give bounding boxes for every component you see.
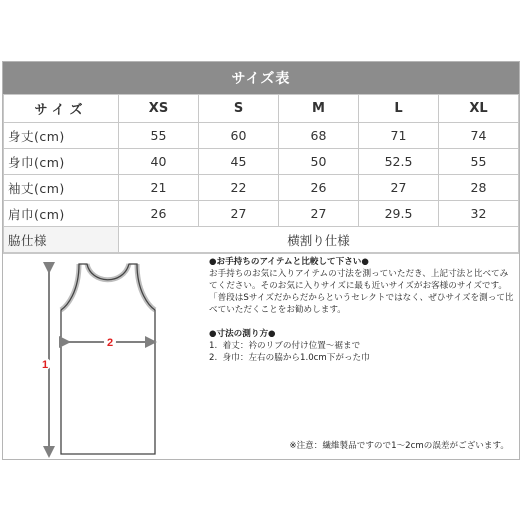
- table-cell: 22: [199, 175, 279, 201]
- size-chart-title: サイズ表: [3, 62, 519, 94]
- neck-rib: [87, 264, 129, 280]
- size-header-s: S: [199, 95, 279, 123]
- table-row: [4, 123, 519, 149]
- table-cell: 68: [279, 123, 359, 149]
- table-row: [4, 227, 519, 253]
- row-label-shoulder: 肩巾(cm): [4, 201, 119, 227]
- table-row: [4, 201, 519, 227]
- row-label-length: 身丈(cm): [4, 123, 119, 149]
- side-spec-value: 横割り仕様: [119, 227, 519, 253]
- size-header-row: [4, 95, 519, 123]
- table-cell: 26: [279, 175, 359, 201]
- table-cell: 71: [359, 123, 439, 149]
- table-cell: 55: [439, 149, 519, 175]
- table-row: [4, 149, 519, 175]
- table-row: [4, 175, 519, 201]
- disclaimer-text: ※注意：繊維製品ですので1～2cmの誤差がございます。: [289, 441, 509, 451]
- measure-step-2: 2. 身巾：左右の脇から1.0cm下がった巾: [209, 353, 370, 363]
- table-cell: 26: [119, 201, 199, 227]
- table-cell: 52.5: [359, 149, 439, 175]
- row-label-width: 身巾(cm): [4, 149, 119, 175]
- table-cell: 27: [279, 201, 359, 227]
- table-cell: 28: [439, 175, 519, 201]
- length-marker: 1: [41, 359, 49, 371]
- compare-heading: ●お手持ちのアイテムと比較して下さい●: [209, 257, 369, 267]
- width-marker: 2: [106, 337, 114, 349]
- measure-heading: ●寸法の測り方●: [209, 329, 276, 339]
- row-label-side: 脇仕様: [4, 227, 119, 253]
- measure-step-1: 1. 着丈：衿のリブの付け位置～裾まで: [209, 341, 361, 351]
- row-label-sleeve: 袖丈(cm): [4, 175, 119, 201]
- table-cell: 55: [119, 123, 199, 149]
- table-cell: 27: [199, 201, 279, 227]
- size-header-xl: XL: [439, 95, 519, 123]
- size-header-m: M: [279, 95, 359, 123]
- tank-top-diagram: [3, 254, 203, 460]
- table-cell: 60: [199, 123, 279, 149]
- size-table: [3, 94, 519, 253]
- table-cell: 29.5: [359, 201, 439, 227]
- table-cell: 21: [119, 175, 199, 201]
- table-cell: 50: [279, 149, 359, 175]
- table-cell: 74: [439, 123, 519, 149]
- table-cell: 32: [439, 201, 519, 227]
- size-chart: [2, 61, 520, 460]
- notes-panel: [203, 254, 519, 460]
- table-cell: 27: [359, 175, 439, 201]
- tank-top-illustration: [3, 254, 203, 461]
- size-header-xs: XS: [119, 95, 199, 123]
- table-cell: 40: [119, 149, 199, 175]
- size-column-header: サイズ: [4, 95, 119, 123]
- measurement-section: [3, 253, 519, 460]
- size-header-l: L: [359, 95, 439, 123]
- compare-body: お手持ちのお気に入りアイテムの寸法を測っていただき、上記寸法と比べてみてください。そのお気に入りサイズに最も近いサイズがお客様のサイズです。「普段はSサイズだからだからというセレクトではなく、ぜひサイズを測って比べていただくことをお勧めします。: [209, 269, 514, 315]
- table-cell: 45: [199, 149, 279, 175]
